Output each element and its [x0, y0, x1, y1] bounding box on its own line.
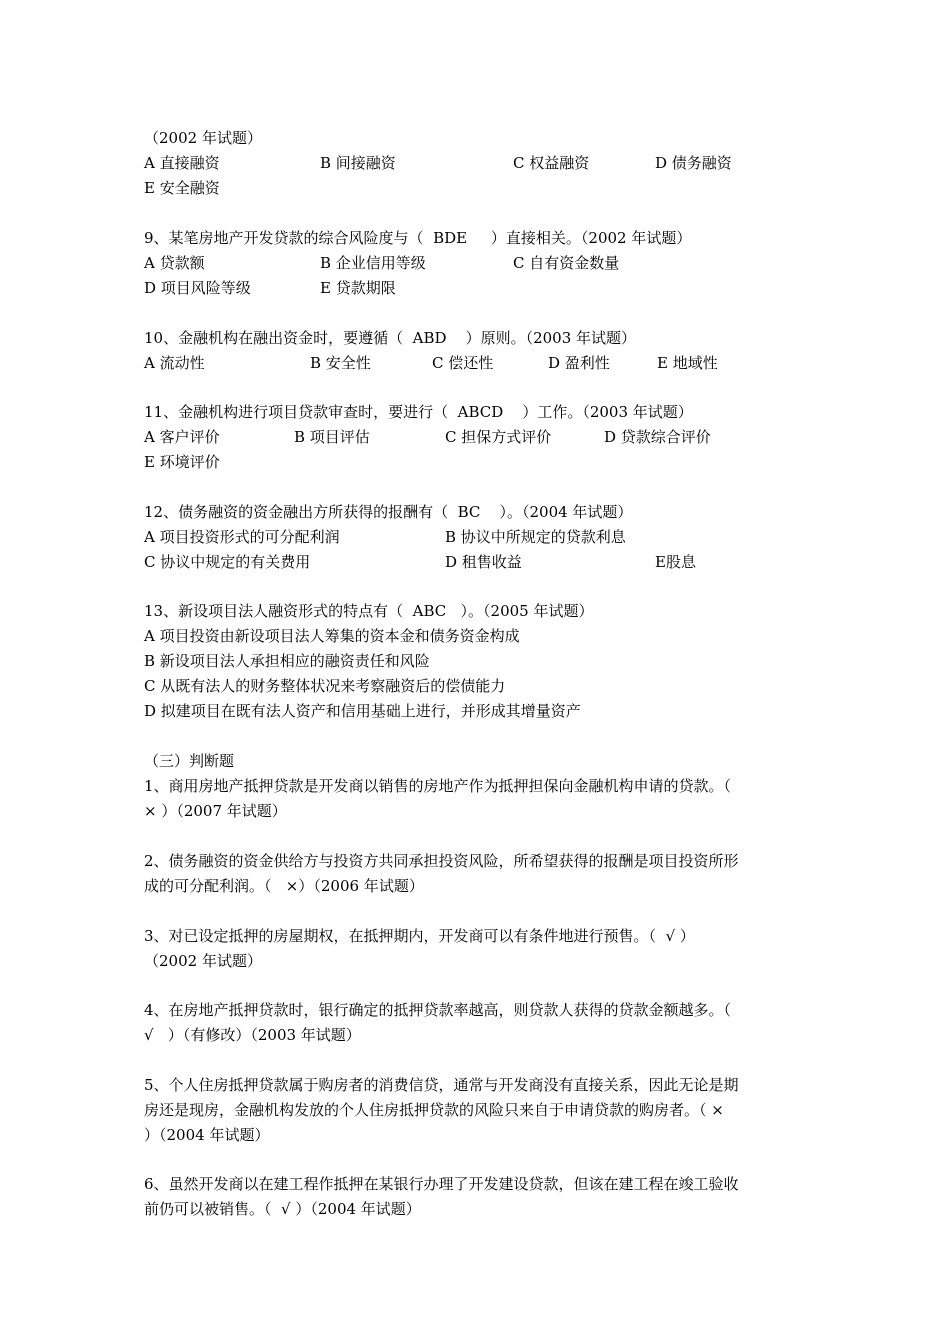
- q12-option-d: D 租售收益: [445, 553, 522, 571]
- q8-year: （2002 年试题）: [144, 129, 262, 147]
- q10-option-e: E 地域性: [657, 354, 718, 372]
- q11-option-a: A 客户评价: [144, 428, 220, 446]
- q9-option-b: B 企业信用等级: [320, 254, 426, 272]
- q9-option-a: A 贷款额: [144, 254, 205, 272]
- judgment-5-line-2: 房还是现房，金融机构发放的个人住房抵押贷款的风险只来自于申请贷款的购房者。（ ×: [144, 1101, 724, 1119]
- judgment-3-line-1: 3、对已设定抵押的房屋期权，在抵押期内，开发商可以有条件地进行预售。（ √ ）: [144, 927, 695, 945]
- q8-option-e: E 安全融资: [144, 179, 220, 197]
- q8-option-c: C 权益融资: [513, 154, 590, 172]
- q8-option-a: A 直接融资: [144, 154, 220, 172]
- judgment-1-line-2: × ）（2007 年试题）: [144, 802, 287, 820]
- q12-option-c: C 协议中规定的有关费用: [144, 553, 311, 571]
- judgment-2-line-1: 2、债务融资的资金供给方与投资方共同承担投资风险，所希望获得的报酬是项目投资所形: [144, 852, 739, 870]
- judgment-5-line-3: ）（2004 年试题）: [144, 1126, 270, 1144]
- q12-stem: 12、债务融资的资金融出方所获得的报酬有（ BC ）。（2004 年试题）: [144, 503, 633, 521]
- q13-option-d: D 拟建项目在既有法人资产和信用基础上进行，并形成其增量资产: [144, 702, 581, 720]
- q10-option-c: C 偿还性: [432, 354, 494, 372]
- q13-option-b: B 新设项目法人承担相应的融资责任和风险: [144, 652, 430, 670]
- q13-option-c: C 从既有法人的财务整体状况来考察融资后的偿债能力: [144, 677, 506, 695]
- q12-option-b: B 协议中所规定的贷款利息: [445, 528, 626, 546]
- q10-stem: 10、金融机构在融出资金时，要遵循（ ABD ）原则。（2003 年试题）: [144, 329, 637, 347]
- q11-option-e: E 环境评价: [144, 453, 220, 471]
- section-heading: （三）判断题: [144, 752, 235, 770]
- q8-option-d: D 债务融资: [655, 154, 732, 172]
- q11-option-d: D 贷款综合评价: [604, 428, 711, 446]
- q9-option-d: D 项目风险等级: [144, 279, 251, 297]
- q12-option-a: A 项目投资形式的可分配利润: [144, 528, 340, 546]
- q11-stem: 11、金融机构进行项目贷款审查时，要进行（ ABCD ）工作。（2003 年试题）: [144, 403, 693, 421]
- q10-option-a: A 流动性: [144, 354, 205, 372]
- q9-option-e: E 贷款期限: [320, 279, 396, 297]
- judgment-6-line-1: 6、虽然开发商以在建工程作抵押在某银行办理了开发建设贷款，但该在建工程在竣工验收: [144, 1175, 739, 1193]
- q11-option-b: B 项目评估: [294, 428, 370, 446]
- judgment-4-line-1: 4、在房地产抵押贷款时，银行确定的抵押贷款率越高，则贷款人获得的贷款金额越多。（: [144, 1001, 732, 1019]
- q13-stem: 13、新设项目法人融资形式的特点有（ ABC ）。（2005 年试题）: [144, 602, 594, 620]
- q10-option-d: D 盈利性: [548, 354, 610, 372]
- judgment-3-line-2: （2002 年试题）: [144, 952, 262, 970]
- q9-stem: 9、某笔房地产开发贷款的综合风险度与（ BDE ）直接相关。（2002 年试题）: [144, 229, 692, 247]
- judgment-6-line-2: 前仍可以被销售。（ √ ）（2004 年试题）: [144, 1200, 421, 1218]
- q8-option-b: B 间接融资: [320, 154, 396, 172]
- q12-option-e: E股息: [655, 553, 696, 571]
- judgment-1-line-1: 1、商用房地产抵押贷款是开发商以销售的房地产作为抵押担保向金融机构申请的贷款。（: [144, 777, 732, 795]
- q11-option-c: C 担保方式评价: [445, 428, 552, 446]
- judgment-4-line-2: √ ）（有修改）（2003 年试题）: [144, 1026, 361, 1044]
- judgment-2-line-2: 成的可分配利润。（ ×）（2006 年试题）: [144, 877, 424, 895]
- q10-option-b: B 安全性: [310, 354, 371, 372]
- judgment-5-line-1: 5、个人住房抵押贷款属于购房者的消费信贷，通常与开发商没有直接关系，因此无论是期: [144, 1076, 739, 1094]
- q13-option-a: A 项目投资由新设项目法人筹集的资本金和债务资金构成: [144, 627, 520, 645]
- q9-option-c: C 自有资金数量: [513, 254, 620, 272]
